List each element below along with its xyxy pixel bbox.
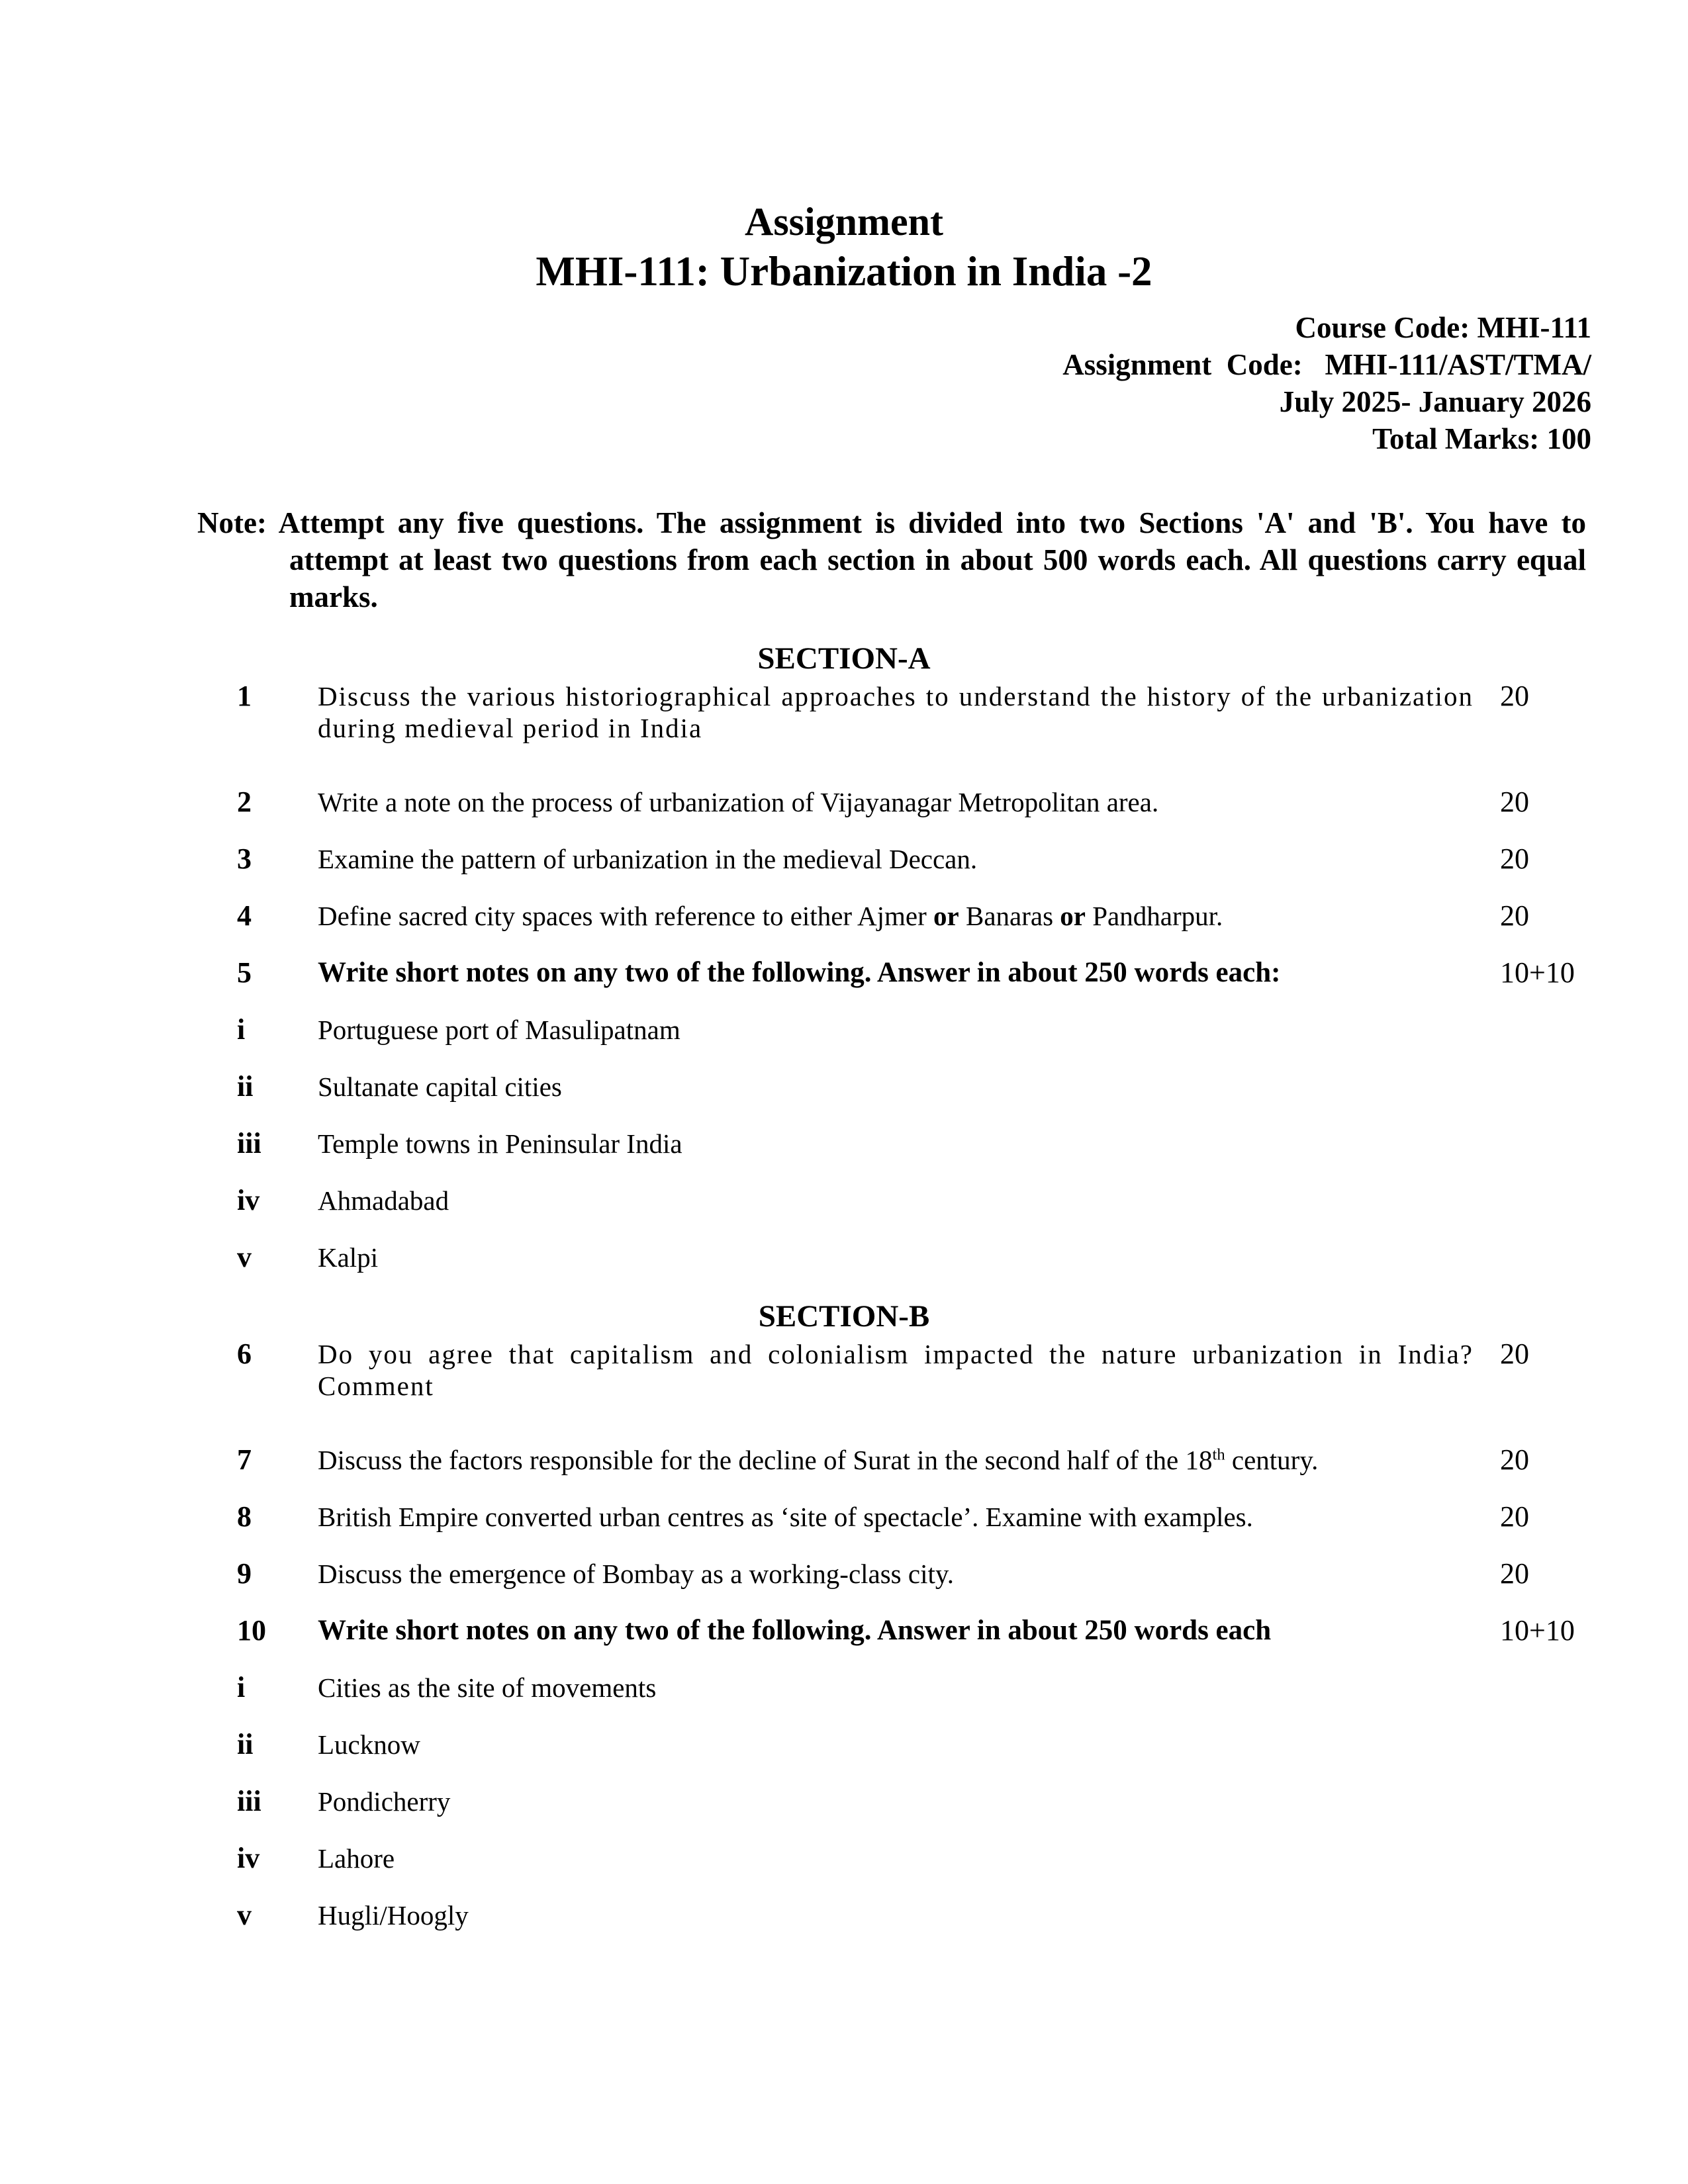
question-number: 10	[237, 1614, 266, 1647]
question-row	[237, 1444, 1688, 1476]
question-number: i	[237, 1013, 246, 1046]
meta-block	[0, 309, 1591, 458]
total-marks: Total Marks: 100	[1372, 422, 1591, 456]
sections	[0, 642, 1688, 1931]
question-marks: 20	[1500, 1500, 1529, 1533]
question-marks	[1500, 1014, 1616, 1046]
instructions-note	[197, 504, 1586, 616]
question-marks: 20	[1500, 786, 1529, 819]
question-text: Discuss the emergence of Bombay as a working-class city.	[318, 1558, 954, 1589]
section-heading: SECTION-B	[758, 1299, 930, 1334]
assignment-code: Assignment Code: MHI-111/AST/TMA/	[1062, 347, 1591, 381]
subquestion-row	[237, 1786, 1688, 1817]
question-text: British Empire converted urban centres as ‘site of spectacle’. Examine with examples.	[318, 1501, 1253, 1532]
question-text: Pondicherry	[318, 1786, 451, 1817]
question-marks	[1500, 1672, 1616, 1704]
question-marks	[1500, 1128, 1616, 1160]
question-text: Sultanate capital cities	[318, 1071, 562, 1103]
question-number: ii	[237, 1727, 254, 1760]
note-text: Attempt any five questions. The assignment is divided into two Sections 'A' and 'B'. You have to attempt at least two questions from each section in about 500 words each. All questions carry equal marks.	[278, 506, 1586, 614]
section-heading: SECTION-A	[757, 641, 931, 676]
document-title-block	[0, 0, 1688, 297]
question-number: 7	[237, 1443, 252, 1476]
question-number: 2	[237, 786, 252, 819]
question-number: i	[237, 1670, 246, 1704]
subquestion-row	[237, 1672, 1688, 1704]
question-row	[237, 1501, 1688, 1533]
question-text: Examine the pattern of urbanization in the medieval Deccan.	[318, 844, 978, 875]
question-number: iv	[237, 1184, 260, 1217]
question-number: 8	[237, 1500, 252, 1533]
question-marks	[1500, 1185, 1616, 1216]
note-label: Note:	[197, 506, 267, 539]
question-marks: 20	[1500, 1443, 1529, 1476]
question-text: Write a note on the process of urbanization of Vijayanagar Metropolitan area.	[318, 787, 1159, 818]
question-marks	[1500, 1242, 1616, 1273]
question-text: Lahore	[318, 1843, 395, 1874]
question-text: Cities as the site of movements	[318, 1672, 657, 1703]
question-text: Discuss the factors responsible for the decline of Surat in the second half of the 18th century.	[318, 1444, 1319, 1475]
subquestion-row	[237, 1843, 1688, 1874]
question-number: ii	[237, 1070, 254, 1103]
question-marks: 20	[1500, 680, 1529, 713]
question-text: Write short notes on any two of the following. Answer in about 250 words each:	[318, 957, 1281, 989]
question-marks: 20	[1500, 899, 1529, 933]
subquestion-row	[237, 1071, 1688, 1103]
question-number: 6	[237, 1337, 252, 1370]
subquestion-row	[237, 1128, 1688, 1160]
question-text: Do you agree that capitalism and colonialism impacted the nature urbanization in India? Comment	[318, 1338, 1474, 1401]
question-text: Temple towns in Peninsular India	[318, 1128, 682, 1160]
question-text: Define sacred city spaces with reference to either Ajmer or Banaras or Pandharpur.	[318, 901, 1223, 932]
subquestion-row	[237, 1242, 1688, 1273]
question-number: 5	[237, 956, 252, 989]
question-text: Write short notes on any two of the following. Answer in about 250 words each	[318, 1614, 1272, 1646]
question-row	[237, 680, 1688, 744]
question-text: Hugli/Hoogly	[318, 1899, 469, 1931]
question-number: 3	[237, 842, 252, 876]
title-course: MHI-111: Urbanization in India -2	[536, 248, 1152, 295]
question-row	[237, 1615, 1688, 1647]
subquestion-row	[237, 1014, 1688, 1046]
question-number: iv	[237, 1841, 260, 1874]
question-number: iii	[237, 1784, 261, 1817]
question-text: Portuguese port of Masulipatnam	[318, 1015, 680, 1046]
question-number: v	[237, 1241, 252, 1274]
title-assignment: Assignment	[744, 200, 944, 244]
question-marks	[1500, 1071, 1616, 1103]
subquestion-row	[237, 1899, 1688, 1931]
question-row	[237, 843, 1688, 875]
question-marks	[1500, 1899, 1616, 1931]
question-row	[237, 786, 1688, 818]
course-code: Course Code: MHI-111	[1295, 310, 1591, 344]
question-text: Kalpi	[318, 1242, 379, 1273]
question-marks: 20	[1500, 1557, 1529, 1590]
question-text: Ahmadabad	[318, 1185, 449, 1216]
question-number: 9	[237, 1557, 252, 1590]
question-marks: 10+10	[1500, 1614, 1575, 1647]
question-row	[237, 900, 1688, 932]
question-marks	[1500, 1729, 1616, 1760]
question-row	[237, 1558, 1688, 1590]
question-marks: 10+10	[1500, 956, 1575, 989]
session-dates: July 2025- January 2026	[1279, 385, 1591, 419]
question-number: 4	[237, 899, 252, 933]
question-marks: 20	[1500, 842, 1529, 876]
question-marks	[1500, 1786, 1616, 1817]
question-row	[237, 1338, 1688, 1402]
question-marks: 20	[1500, 1337, 1529, 1370]
question-number: iii	[237, 1127, 261, 1160]
subquestion-row	[237, 1729, 1688, 1760]
subquestion-row	[237, 1185, 1688, 1216]
question-marks	[1500, 1843, 1616, 1874]
question-number: v	[237, 1898, 252, 1931]
question-text: Lucknow	[318, 1729, 420, 1760]
question-row	[237, 957, 1688, 989]
question-text: Discuss the various historiographical approaches to understand the history of the urbanization during medieval period in India	[318, 681, 1474, 744]
question-number: 1	[237, 680, 252, 713]
